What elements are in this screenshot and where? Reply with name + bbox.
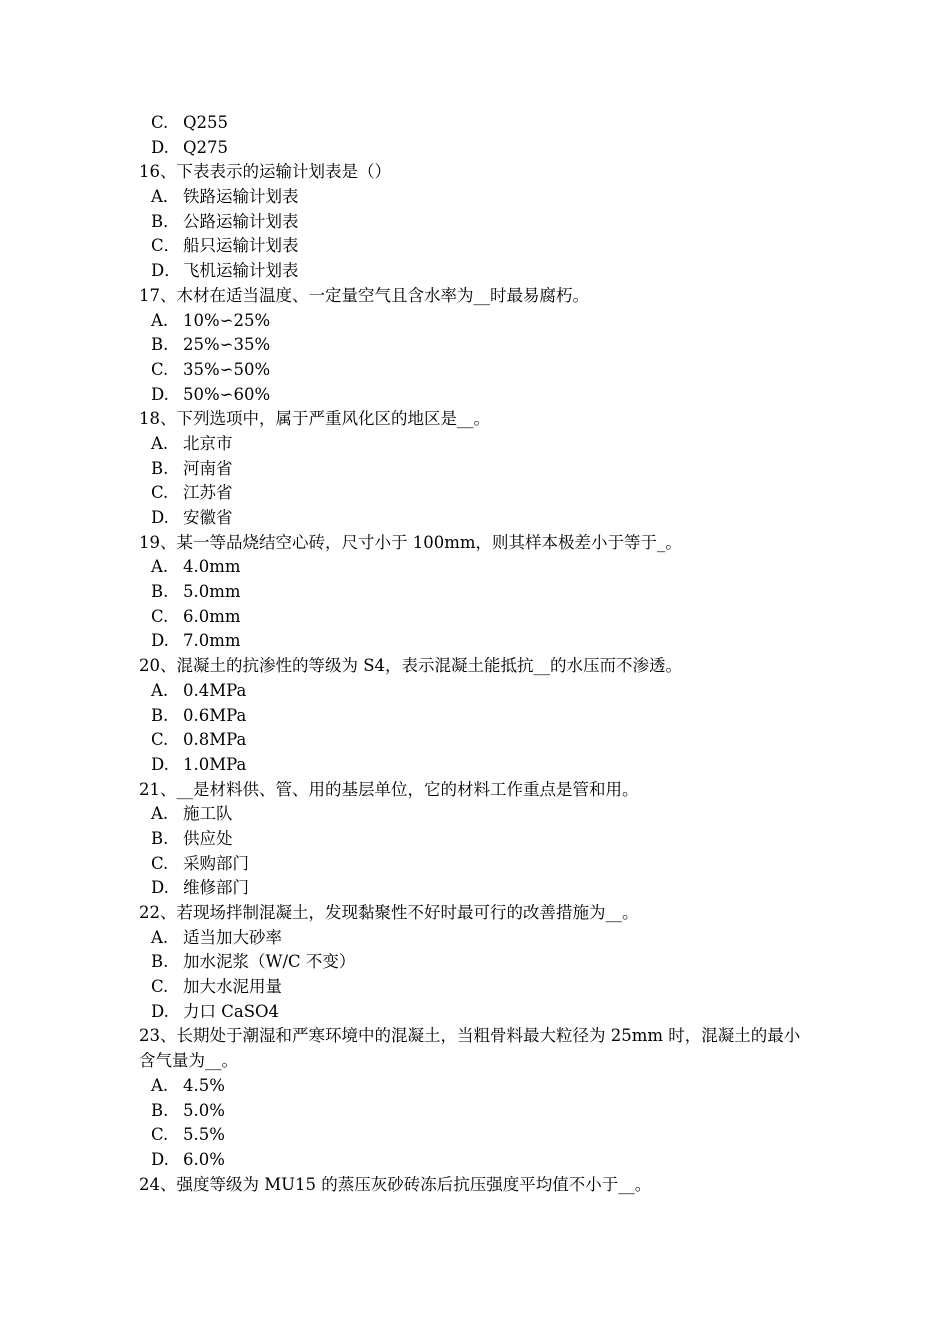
- option-letter: C.: [151, 730, 169, 750]
- answer-option: [0, 876, 950, 901]
- answer-option: [0, 506, 950, 531]
- question-text: 24、强度等级为 MU15 的蒸压灰砂砖冻后抗压强度平均值不小于__。: [139, 1174, 652, 1194]
- option-letter: A.: [151, 557, 169, 577]
- option-text: Q255: [183, 113, 229, 132]
- option-text: 船只运输计划表: [183, 236, 299, 256]
- option-letter: C.: [151, 359, 169, 379]
- option-letter: B.: [151, 458, 169, 478]
- answer-option: [0, 383, 950, 408]
- answer-option: [0, 111, 950, 136]
- answer-option: [0, 852, 950, 877]
- option-letter: A.: [151, 1075, 169, 1095]
- answer-option: [0, 580, 950, 605]
- option-letter: D.: [151, 754, 169, 774]
- option-text: 0.6MPa: [183, 705, 247, 725]
- option-letter: D.: [151, 878, 169, 898]
- option-letter: D.: [151, 631, 169, 651]
- answer-option: [0, 555, 950, 580]
- option-text: 1.0MPa: [183, 754, 247, 774]
- option-letter: D.: [151, 137, 169, 157]
- answer-option: [0, 950, 950, 975]
- option-text: 6.0%: [183, 1149, 225, 1169]
- answer-option: [0, 728, 950, 753]
- option-text: 5.0mm: [183, 582, 241, 602]
- answer-option: [0, 333, 950, 358]
- option-text: 0.4MPa: [183, 680, 247, 700]
- answer-option: [0, 481, 950, 506]
- question-text: 21、__是材料供、管、用的基层单位，它的材料工作重点是管和用。: [139, 779, 639, 799]
- option-letter: C．: [151, 236, 181, 256]
- option-text: 25%∽35%: [183, 335, 271, 355]
- answer-option: [0, 1148, 950, 1173]
- option-text: 加水泥浆（W/C 不变）: [183, 952, 356, 972]
- option-text: 河南省: [183, 458, 233, 478]
- option-text: 7.0mm: [183, 631, 241, 651]
- option-text: 施工队: [183, 804, 233, 824]
- answer-option: [0, 210, 950, 235]
- option-letter: A.: [151, 310, 169, 330]
- option-text: 江苏省: [183, 483, 233, 503]
- option-letter: B.: [151, 952, 169, 972]
- answer-option: [0, 1123, 950, 1148]
- option-letter: D.: [151, 1149, 169, 1169]
- answer-option: [0, 234, 950, 259]
- option-letter: D．: [151, 261, 181, 281]
- option-letter: C.: [151, 113, 169, 132]
- question-text: 20、混凝土的抗渗性的等级为 S4，表示混凝土能抵抗__的水压而不渗透。: [139, 656, 683, 676]
- option-letter: B.: [151, 582, 169, 602]
- option-text: 安徽省: [183, 508, 233, 527]
- option-letter: A.: [151, 433, 169, 453]
- option-letter: A．: [151, 187, 180, 207]
- option-text: Q275: [183, 137, 229, 157]
- answer-option: [0, 827, 950, 852]
- option-text: 5.5%: [183, 1125, 225, 1145]
- option-text: 10%∽25%: [183, 310, 271, 330]
- question-text: 17、木材在适当温度、一定量空气且含水率为__时最易腐朽。: [139, 285, 589, 305]
- option-letter: C.: [151, 1125, 169, 1145]
- answer-option: [0, 802, 950, 827]
- option-letter: D.: [151, 384, 169, 404]
- option-text: 维修部门: [183, 878, 249, 898]
- question-text: 18、下列选项中，属于严重风化区的地区是__。: [139, 409, 490, 429]
- option-text: 4.0mm: [183, 557, 241, 577]
- option-letter: D.: [151, 1001, 169, 1021]
- option-text: 35%∽50%: [183, 359, 271, 379]
- question-text: 22、若现场拌制混凝土，发现黏聚性不好时最可行的改善措施为__。: [139, 903, 639, 922]
- answer-option: [0, 432, 950, 457]
- document-page: [0, 111, 950, 1197]
- option-text: 0.8MPa: [183, 730, 247, 750]
- option-letter: B.: [151, 335, 169, 355]
- answer-option: [0, 704, 950, 729]
- answer-option: [0, 1099, 950, 1124]
- option-text: 4.5%: [183, 1075, 225, 1095]
- option-text: 加大水泥用量: [183, 977, 282, 997]
- answer-option: [0, 629, 950, 654]
- option-letter: B．: [151, 211, 180, 231]
- question-text: 23、长期处于潮湿和严寒环境中的混凝土，当粗骨料最大粒径为 25mm 时，混凝土的最小含气量为__。: [139, 1026, 801, 1071]
- answer-option: [0, 185, 950, 210]
- option-letter: B.: [151, 1100, 169, 1120]
- answer-option: [0, 926, 950, 951]
- answer-option: [0, 259, 950, 284]
- answer-option: [0, 753, 950, 778]
- option-text: 5.0%: [183, 1100, 225, 1120]
- option-text: 供应处: [183, 828, 233, 848]
- option-letter: A.: [151, 927, 169, 947]
- option-letter: A.: [151, 804, 169, 824]
- answer-option: [0, 309, 950, 334]
- question-text: 16、下表表示的运输计划表是（）: [139, 162, 391, 182]
- option-letter: A.: [151, 680, 169, 700]
- option-text: 北京市: [183, 433, 233, 453]
- option-letter: B.: [151, 705, 169, 725]
- option-text: 飞机运输计划表: [183, 261, 299, 281]
- answer-option: [0, 605, 950, 630]
- option-letter: C.: [151, 853, 169, 873]
- answer-option: [0, 457, 950, 482]
- option-letter: D.: [151, 508, 169, 527]
- option-text: 6.0mm: [183, 606, 241, 626]
- option-text: 采购部门: [183, 853, 249, 873]
- answer-option: [0, 975, 950, 1000]
- answer-option: [0, 679, 950, 704]
- option-text: 50%∽60%: [183, 384, 271, 404]
- option-letter: C.: [151, 977, 169, 997]
- answer-option: [0, 1000, 950, 1025]
- option-letter: C.: [151, 483, 169, 503]
- option-text: 公路运输计划表: [183, 211, 299, 231]
- option-letter: B.: [151, 828, 169, 848]
- answer-option: [0, 358, 950, 383]
- answer-option: [0, 136, 950, 161]
- option-letter: C.: [151, 606, 169, 626]
- answer-option: [0, 1074, 950, 1099]
- question-text: 19、某一等品烧结空心砖，尺寸小于 100mm，则其样本极差小于等于_。: [139, 532, 682, 552]
- option-text: 力口 CaSO4: [183, 1001, 280, 1021]
- option-text: 适当加大砂率: [183, 927, 282, 947]
- option-text: 铁路运输计划表: [183, 187, 299, 207]
